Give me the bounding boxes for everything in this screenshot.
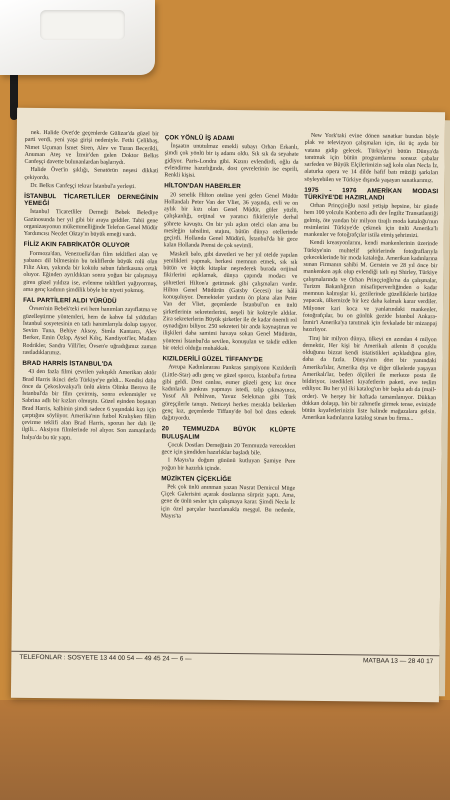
paragraph: Dr. Belkıs Canfeşçi tekrar İstanbul'a yerleşti. bbox=[30, 182, 136, 190]
section-heading: MÜZİKTEN ÇİÇEKLİĞE bbox=[161, 475, 232, 483]
white-device bbox=[0, 0, 155, 75]
column-1 bbox=[19, 130, 159, 661]
section-heading: HİLTON'DAN HABERLER bbox=[164, 182, 241, 191]
paragraph: Orhan Prinççioğlu nasıl yetişip hepsine, bir günde hem 100 yolculu Kanberra adlı dev İngiliz Transatlantiği gelmiş, öte yandan bir milyon tirajlı moda kataloğu'nun resimlerini Türkiye'de çekmek için ünlü Amerika'lı mankenler ve fotoğrafçılar istila etmiş şehrimizi. bbox=[303, 203, 439, 240]
section-heading: İSTANBUL TİCARETLİLER DERNEĞİNİN YEMEĞİ bbox=[24, 192, 159, 208]
section-heading: FİLİZ AKIN FABRİKATÖR OLUYOR bbox=[23, 241, 130, 250]
paragraph: Çocuk Dostları Derneğinin 20 Temmuzda verecekleri gece için şimdiden hazırlıklar başladı bile. bbox=[161, 442, 296, 457]
section-heading: FAL PARTİLERİ ALDI YÜRÜDÜ bbox=[23, 296, 117, 305]
section-heading: 20 TEMMUZDA BÜYÜK KLÜPTE BULUŞALIM bbox=[161, 425, 296, 441]
paragraph: 43 den fazla filmi çevrilen yakışıklı Amerikan aktör Brad Harris ikinci defa Türkiye'ye geldi... Kendisi daha önce da Çekoslovakya'lı ünlü aktris Olinka Berova ile İstanbul'da bir film çevirmiş, sonra evlenmişler ve Sabrina adlı bir kızları olmuştu. Güzel eşinden boşanan Brad Harris, kalbinin şimdi sadece 6 yaşındaki kızı için çarptığını söylüyor. Amerika'nın futbol Kralıyken filim çevirme teklifi alan Brad Harris, sporun her dalı ile ilgili... Aksiyon filmlerinde rol alıyor. Son zamanlarda İtalya'da bu tür yaptı. bbox=[21, 369, 157, 441]
device-slot bbox=[40, 10, 125, 40]
page-edge bbox=[439, 120, 450, 696]
paragraph: Halide Övet'in şıklığı, Senatörün neşesi dikkati çekiyordu. bbox=[24, 167, 159, 181]
paragraph: Pek çok ünlü anınman yazan Nusrat Demircul Müge Çiçek Galerisini açarak dostlarına sürpriz yaptı. Ama, gene de ünlü sesler için çalışmaya karar. Şimdi Necla İz için özel parçalar hazırlamakla meşgul. Bu nedenle, Mayıs'ta bbox=[160, 484, 296, 520]
paragraph: Tiraj bir milyon dünya, ülkeyi en azından 4 milyon demektir, Her kişi bir Amerikalı ailenin 8 çocuklu olduğunu bizzat kendi istatistikleri açıkladığına göre, daha da fazla. Dünya'nın dört bir yanındaki Amerika'lılar, Amerika dışı ve diğer ülkelerde yaşayan Amerikalı'lar, beden ölçüleri ile merkeze posta ile bildiriyor, istedikleri kıyafetlerin paketi, eve teslim ediliyor. Bu her yıl iki katalog'un bir başka adı da (mail-order). Ve herşey bir haftada tamamlanıyor. Dükkan dükkan dolaşıp, bin bir zahmetle girmek tense, evinizde bütün kıyafetlerinizin liste halinde mağazalara gelsin. Amerikan kadınlarına katalog sunan bu firma... bbox=[301, 335, 437, 423]
footer-phones: TELEFONLAR : SOSYETE 13 44 00 54 — 49 45 24 — 6 — bbox=[19, 653, 192, 663]
column-2 bbox=[159, 131, 299, 662]
paragraph: 20 senelik Hilton oteline yeni gelen Genel Müdür Hollandalı Peter Van der Vliet, 36 yaşında, evli ve on aylık bir kızı olan Genel Müdür, güler yüzlü, çalışkanlığı, orijinal ve yaratıcı fikirleriyle derhal şöhrete kavuştu. On bir yılı aşkın otelci olan ama bu mesleğin tahsilini, stajını, bütün dünya otellerinde geçirdi. Hollanda Genel Müdürü, İstanbul'da bir gece kalan Hollanda Prensi de çok sevimli. bbox=[163, 192, 299, 250]
table-surface bbox=[0, 700, 450, 800]
section-heading: KIZILDERİLİ GÜZEL TİFFANY'DE bbox=[162, 355, 263, 364]
paragraph: Avrupa Kadınlararası Pankras şampiyonu Kızılderili (Little-Star) adlı genç ve güzel sporcu, İstanbul'a fırtına gibi geldi. Dost canlısı, esmer güzeli genç kız önce kadınlarla pankras yapmayı istedi, talip çıkmayınca, Yusuf Ali Pehlivan, Yavuz Selekman gibi Türk güreşçilerle tanıştı. Neticeyi herkes merakla beklerken genç kız, geçenlerde Tiffany'de bol bol dans ederek dağıtıyordu. bbox=[161, 364, 297, 422]
paragraph: 1 Mayıs'ta doğum gününü kutluyan Şamiye Pere yoğun bir hazırlık içinde. bbox=[161, 457, 296, 472]
paragraph: Kendi kreasyonlarını, kendi mankenlerinin üzerinde Türkiye'nin muhtelif şehirlerinde fotoğraflarıyla çekeceklerinde bir moda kataloğu. Amerikan kadınlarına sunan Firmanın sahibi M. Gerstein ve 28 yıl önce bir mankenken aşık olup evlendiği tatlı eşi Shirley, Türkiye çalışmalarında ve Orhan Prinççioğlu'na da çalışmalar, Turizm Bakanlığının misafirperverliğinden o kadar memnun kalmışlar ki, gezilerinde güzelliklerle birlikte yapacak, ülkemizde bir kez daha kalmak karar verdiler. Milyoner kari koca ve yanlarındaki mankenler, fotoğrafçılar, bu on günlük gezide İstanbul Ankara-İzmir'i Amerika'ya tanıtmak için fevkalade bir mizanpaj hazırlıyor. bbox=[302, 240, 438, 334]
paragraph: Maskeli balo, gibi davetleri ve her yıl otelde yapılan yenilikleri yapmak, herkesi memnun etmek, sık sık bütün ve küçük kitaplar neşrederek burada orijinal fikirlerini açıklamak, dünya çapında modacı ve şöhretleri Hilton'a getirtmek gibi çalışmaları vardır. Hilton Genel Müdürün (Gatsby Gecesi) ise hâlâ konuşuluyor. Demekteler yardımı ön plana alan Peter Van der Vliet, geçenlerde İstanbul'un en ünlü şirketlerinin sekreterlerini, neşeli bir kokteyle aldılar. Zira sekreterlerin Büyük şirketler ile de kadar önemli rol oynadığını biliyor. 250 sekreteri bir anda kaynaştıran ve ilişkileri daha samimi havaya sokan Genel Müdürün, yöntemi İstanbul'da sevilen, konuşulan ve takdir edilen bir otelci olduğu muhakkak. bbox=[162, 251, 298, 352]
section-heading: ÇOK YÖNLÜ İŞ ADAMI bbox=[164, 134, 235, 143]
paragraph: Övsen'nin Bebek'teki evi hem hanımları zayıflatma ve güzelleştirme yöntemleri, hem de kahve fal yıldızları İstanbul sosyetesinin en tatlı hanımlarıyla dolup taşıyor. Sevim Tuna, Behiye Aksoy, Simla Kantarcı, Alev Berker, Emin Özlap, Aysel Kılıç, Kandiyoti'ler, Madam Rodrikler, Sandra Villi'ler, Övsen'e uğradığımız zaman rastladıklarımız. bbox=[22, 306, 158, 357]
text-columns bbox=[19, 130, 439, 664]
section-heading: BRAD HARRİS İSTANBUL'DA bbox=[22, 359, 113, 368]
paragraph: nek. Halide Övet'de geçenlerde Gülizar'da güzel bir parti verdi, yeni yaşa girişi nedeniyle. Fethi Çelikbaş, Nimet Uçuman İsmet Siren, Alev ve Turan Becerikli, Anuman Ateş ve İzmir'den gelen Doktor Belkıs Canfeşçi davette bulunanlardan başlarıydı. bbox=[24, 129, 159, 166]
footer-print: MATBAA 13 — 28 40 17 bbox=[362, 657, 434, 666]
magazine-page bbox=[11, 108, 445, 702]
paragraph: İstanbul Ticaretliler Derneği Bebek Belediye Gazinosunda her yıl gibi bir araya geldiler. Tabii gene organizasyonun mükemmelliğinde Telefon Genel Müdür Yardımcısı Necdet Oktay'ın büyük emeği vardı. bbox=[23, 209, 159, 239]
paragraph: İnşaatın unutulmaz emekli subayı Orhan Erkanlı, şimdi çok yönlü bir iş adamı oldu. Sık sık da seyahate gidiyor. Paris-Londra gibi. Kızını evlendirdi, oğlu da evlendirme hazırlığında, dost çevrelerinin ise esprili, Renkli kişisi. bbox=[164, 143, 299, 179]
section-heading: 1975 - 1976 AMERİKAN MODASI TÜRKİYE'DE HAZIRLANDI bbox=[304, 186, 439, 202]
paragraph: New York'taki evine dönen sanatkar bundan böyle plak ve televizyon çalışmaları için, iki üç ayda bir vatana gidip gelecek. Türkiye'yi bütün Dünya'da tanıtmak için bütün programlarına sonsuz çabalar sarfeden ve Büyük Elçilerimizin sağ kolu olan Necla İz, alaturka opera ve 14 dilde hafif batı müziği şarkıları söyleyebilen ve Türkiye dışında yaşayan sanatkarımız. bbox=[304, 132, 439, 184]
paragraph: Formoza'dan, Venezuella'dan film teklifleri alan ve yabancı dil bilmesinin bu tekliflerde büyük rolü olan Filiz Akın, yakında bir kokulu sabun fabrikasına ortak oluyor. Eğinden ayrıldıktan sonra yoğun bir çalışmaya giren güzel yıldıza ise, evlenme teklifleri yağıyormuş, ama genç kadının şimdilik böyle bir niyeti yokmuş. bbox=[23, 250, 158, 294]
column-3 bbox=[299, 133, 439, 664]
